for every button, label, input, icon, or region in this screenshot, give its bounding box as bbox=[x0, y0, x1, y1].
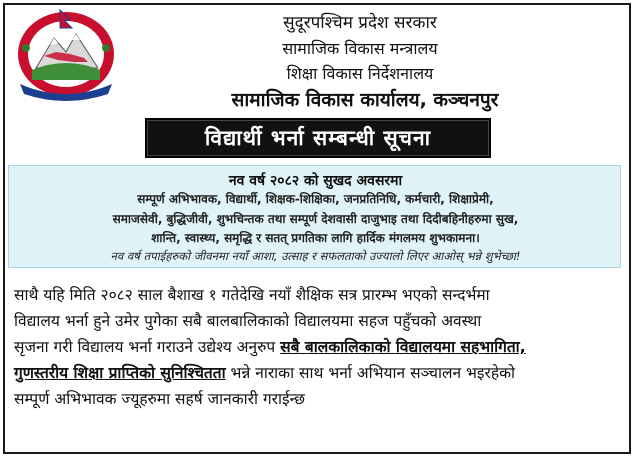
greeting-box bbox=[8, 165, 621, 268]
slogan-part-2: गुणस्तरीय शिक्षा प्राप्तिको सुनिश्चितता bbox=[14, 364, 226, 382]
body-line-3 bbox=[14, 334, 619, 360]
nepal-emblem-icon bbox=[14, 8, 118, 102]
body-line-4 bbox=[14, 360, 619, 386]
directorate-heading: शिक्षा विकास निर्देशनालय bbox=[286, 64, 434, 83]
body-line-3-text: सृजना गरी विद्यालय भर्ना गराउने उद्येश्य अनुरुप bbox=[14, 338, 281, 356]
body-line-5: सम्पूर्ण अभिभावक ज्यूहरुमा सहर्ष जानकारी गराईन्छ bbox=[14, 390, 305, 408]
province-government-heading: सुदूरपश्चिम प्रदेश सरकार bbox=[283, 13, 437, 33]
slogan-part-1: सबै बालकालिकाको विद्यालयमा सहभागिता, bbox=[280, 338, 526, 356]
office-heading: सामाजिक विकास कार्यालय, कञ्चनपुर bbox=[231, 89, 499, 111]
greeting-line-2: समाजसेवी, बुद्धिजीवी, शुभचिन्तक तथा सम्पूर्ण देशवासी दाजुभाइ तथा दिदीबहिनीहरुमा सुख, bbox=[112, 212, 519, 226]
body-line-1: साथै यहि मिति २०८२ साल बैशाख १ गतेदेखि नयाँ शैक्षिक सत्र प्रारम्भ भएको सन्दर्भमा bbox=[14, 286, 490, 304]
notice-body bbox=[14, 282, 619, 412]
body-line-4-text: भन्ने नाराका साथ भर्ना अभियान सञ्चालन भइरहेको bbox=[225, 364, 515, 382]
ministry-heading: सामाजिक विकास मन्त्रालय bbox=[282, 39, 438, 58]
notice-title: विद्यार्थी भर्ना सम्बन्धी सूचना bbox=[145, 118, 491, 158]
body-line-2: विद्यालय भर्ना हुने उमेर पुगेका सबै बालबालिकाको विद्यालयमा सहज पहुँचको अवस्था bbox=[14, 312, 482, 330]
greeting-line-1: सम्पूर्ण अभिभावक, विद्यार्थी, शिक्षक-शिक्षिका, जनप्रतिनिधि, कर्मचारी, शिक्षाप्रेमी, bbox=[137, 192, 494, 206]
greeting-title: नव वर्ष २०८२ को सुखद अवसरमा bbox=[228, 173, 403, 189]
greeting-wish: नव वर्ष तपाईहरुको जीवनमा नयाँ आशा, उत्साह र सफलताको उज्यालो लिएर आओस् भन्ने शुभेच्छा! bbox=[110, 249, 521, 263]
greeting-line-3: शान्ति, स्वास्थ्य, समृद्धि र सतत् प्रगतिका लागि हार्दिक मंगलमय शुभकामना। bbox=[151, 231, 480, 245]
